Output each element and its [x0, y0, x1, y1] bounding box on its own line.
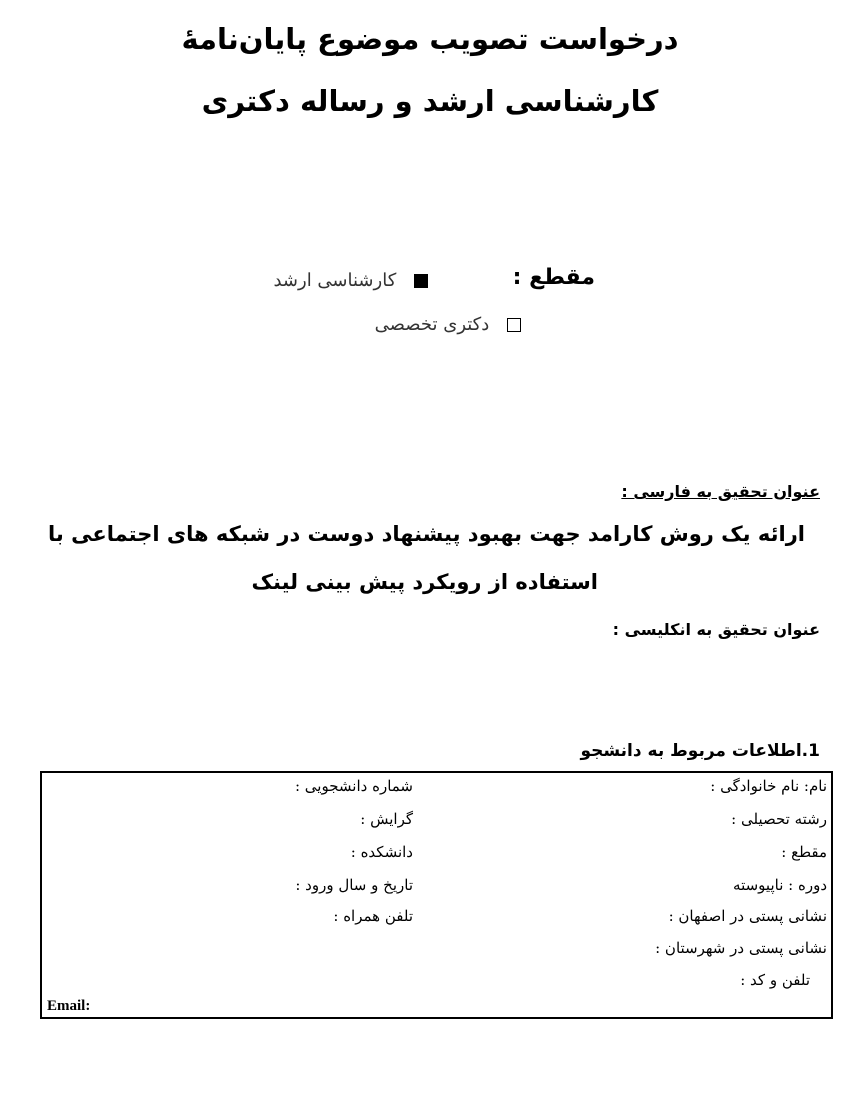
- student-section-heading: 1.اطلاعات مربوط به دانشجو: [580, 741, 820, 761]
- field-student-id: شماره دانشجویی :: [294, 777, 413, 795]
- degree-label: مقطع :: [512, 265, 595, 290]
- field-entry-date: تاریخ و سال ورود :: [295, 876, 413, 894]
- field-degree: مقطع :: [781, 843, 827, 861]
- unchecked-checkbox-icon[interactable]: [507, 318, 521, 332]
- degree-option-phd-label: دکتری تخصصی: [374, 314, 490, 335]
- english-title-label: عنوان تحقیق به انکلیسی :: [612, 620, 820, 639]
- field-major: رشته تحصیلی :: [731, 810, 827, 828]
- degree-option-masters-label: کارشناسی ارشد: [273, 270, 397, 291]
- student-info-box: [40, 771, 833, 1019]
- field-phone: تلفن و کد :: [740, 971, 810, 989]
- page-title-line2: کارشناسی ارشد و رساله دکتری: [201, 84, 659, 118]
- degree-option-masters[interactable]: [273, 270, 428, 291]
- field-program: دوره : ناپیوسته: [733, 876, 827, 894]
- persian-title-label: عنوان تحقیق به فارسی :: [621, 482, 820, 501]
- persian-title-line2: استفاده از رویکرد پیش بینی لینک: [251, 570, 598, 594]
- field-email: Email:: [47, 998, 91, 1014]
- checked-checkbox-icon[interactable]: [414, 274, 428, 288]
- degree-option-phd[interactable]: [375, 314, 521, 335]
- field-mobile: تلفن همراه :: [333, 907, 413, 925]
- field-hometown-address: نشانی پستی در شهرستان :: [655, 939, 827, 957]
- field-faculty: دانشکده :: [350, 843, 413, 861]
- persian-title-line1: ارائه یک روش کارامد جهت بهبود پیشنهاد دوست در شبکه های اجتماعی با: [48, 522, 805, 546]
- page-title-line1: درخواست تصویب موضوع پایان‌نامهٔ: [181, 22, 679, 56]
- field-specialization: گرایش :: [360, 810, 413, 828]
- field-isfahan-address: نشانی پستی در اصفهان :: [668, 907, 827, 925]
- field-full-name: نام: نام خانوادگی :: [710, 777, 827, 795]
